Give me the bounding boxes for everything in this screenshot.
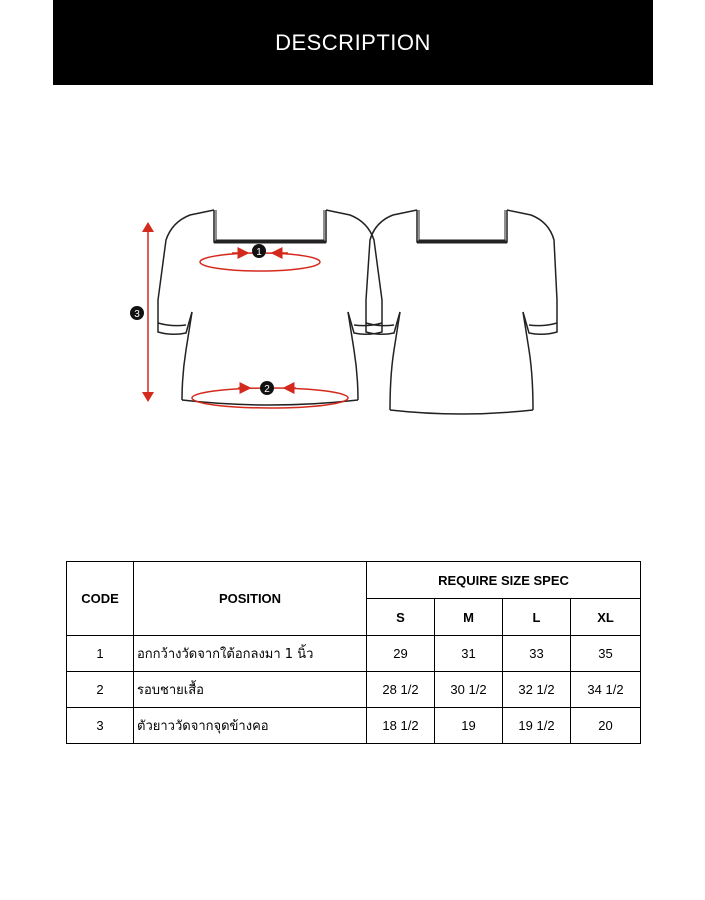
header-size-m: M [435, 599, 503, 636]
cell-s: 18 1/2 [367, 708, 435, 744]
row-code: 1 [67, 636, 134, 672]
cell-m: 30 1/2 [435, 672, 503, 708]
table-row [67, 636, 641, 672]
cell-s: 29 [367, 636, 435, 672]
header-bar [53, 0, 653, 85]
header-position: POSITION [134, 562, 367, 636]
back-shirt-outline [366, 210, 557, 414]
page-title: DESCRIPTION [275, 29, 431, 55]
row-code: 2 [67, 672, 134, 708]
cell-xl: 34 1/2 [571, 672, 641, 708]
marker-3-label: 3 [134, 309, 140, 320]
header-require-size-spec: REQUIRE SIZE SPEC [367, 562, 641, 599]
cell-m: 19 [435, 708, 503, 744]
marker-2-label: 2 [264, 384, 270, 395]
row-position: ตัวยาววัดจากจุดข้างคอ [134, 708, 367, 744]
row-position: อกกว้างวัดจากใต้อกลงมา 1 นิ้ว [134, 636, 367, 672]
row-position: รอบชายเสื้อ [134, 672, 367, 708]
marker-2 [260, 381, 274, 395]
marker-1 [252, 244, 266, 258]
marker-1-label: 1 [256, 247, 262, 258]
cell-l: 32 1/2 [503, 672, 571, 708]
header-size-xl: XL [571, 599, 641, 636]
cell-l: 19 1/2 [503, 708, 571, 744]
cell-m: 31 [435, 636, 503, 672]
header-code: CODE [67, 562, 134, 636]
marker-3 [130, 306, 144, 320]
table-row [67, 708, 641, 744]
cell-l: 33 [503, 636, 571, 672]
cell-s: 28 1/2 [367, 672, 435, 708]
header-size-l: L [503, 599, 571, 636]
cell-xl: 35 [571, 636, 641, 672]
row-code: 3 [67, 708, 134, 744]
front-shirt-outline [158, 210, 382, 405]
garment-diagram [100, 200, 580, 430]
cell-xl: 20 [571, 708, 641, 744]
header-size-s: S [367, 599, 435, 636]
size-spec-table [66, 561, 641, 744]
table-row [67, 672, 641, 708]
